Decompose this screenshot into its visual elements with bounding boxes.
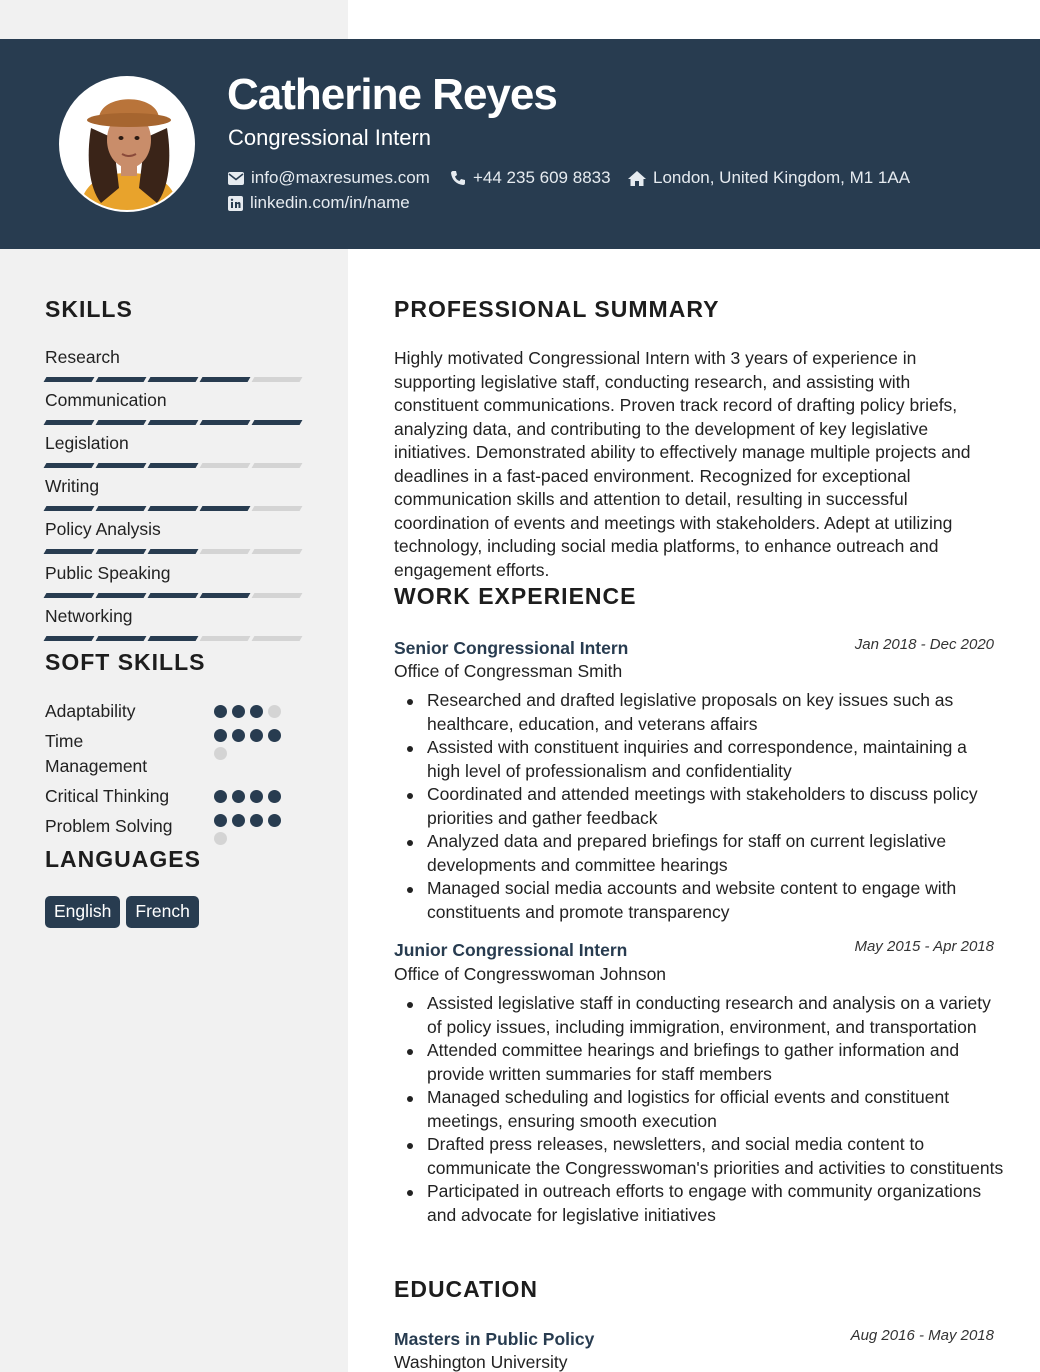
skill-level-segment — [96, 463, 147, 468]
job-bullets — [394, 992, 1004, 1227]
soft-skill-rating — [214, 729, 290, 760]
rating-dot — [232, 705, 245, 718]
home-icon — [628, 171, 646, 186]
skill-level-segment — [148, 549, 199, 554]
job-dates: May 2015 - Apr 2018 — [854, 938, 994, 955]
skill-level-segment — [44, 377, 95, 382]
skill-level-bar — [45, 549, 301, 554]
skill-label: Research — [45, 347, 120, 367]
skill-level-bar — [45, 420, 301, 425]
soft-skill-rating — [214, 814, 290, 845]
soft-skill-label: Critical Thinking — [45, 786, 170, 806]
education-dates: Aug 2016 - May 2018 — [850, 1327, 994, 1344]
list-item: Managed social media accounts and website content to engage with constituents and promote transparency — [394, 877, 1004, 924]
skill-level-segment — [252, 377, 303, 382]
skill-level-segment — [200, 463, 251, 468]
skill-level-segment — [44, 463, 95, 468]
rating-dot — [214, 790, 227, 803]
candidate-name: Catherine Reyes — [227, 70, 557, 119]
list-item: Managed scheduling and logistics for official events and constituent meetings, ensuring smooth execution — [394, 1086, 1004, 1133]
list-item: Participated in outreach efforts to engage with community organizations and advocate for legislative initiatives — [394, 1180, 1004, 1227]
skill-level-segment — [96, 506, 147, 511]
list-item: Coordinated and attended meetings with stakeholders to discuss policy priorities and gather feedback — [394, 783, 1004, 830]
list-item: Drafted press releases, newsletters, and social media content to communicate the Congresswoman's priorities and activities to constituents — [394, 1133, 1004, 1180]
job-organization: Office of Congressman Smith — [394, 661, 623, 681]
education-school: Washington University — [394, 1352, 568, 1372]
skill-level-segment — [252, 506, 303, 511]
skill-level-segment — [96, 377, 147, 382]
candidate-role: Congressional Intern — [228, 125, 432, 150]
job-organization: Office of Congresswoman Johnson — [394, 964, 667, 984]
skill-label: Public Speaking — [45, 563, 171, 583]
skill-level-segment — [252, 593, 303, 598]
languages-heading: LANGUAGES — [45, 846, 201, 872]
skill-level-segment — [148, 506, 199, 511]
soft-skill-label: Time Management — [45, 731, 148, 776]
skill-level-segment — [200, 636, 251, 641]
skill-level-segment — [148, 463, 199, 468]
skill-level-segment — [252, 420, 303, 425]
language-badge: French — [126, 896, 198, 928]
linkedin-text: linkedin.com/in/name — [250, 193, 410, 212]
list-item: Assisted legislative staff in conducting research and analysis on a variety of policy issues, including immigration, environment, and transportation — [394, 992, 1004, 1039]
list-item: Attended committee hearings and briefings to gather information and provide written summaries for staff members — [394, 1039, 1004, 1086]
rating-dot — [268, 705, 281, 718]
contact-email[interactable] — [228, 168, 430, 188]
contact-phone[interactable] — [450, 168, 611, 188]
phone-icon — [450, 170, 466, 186]
list-item: Analyzed data and prepared briefings for staff on current legislative developments and committee hearings — [394, 830, 1004, 877]
job-dates: Jan 2018 - Dec 2020 — [854, 636, 994, 653]
soft-skill-label: Adaptability — [45, 701, 136, 721]
soft-skill-rating — [214, 790, 290, 803]
skill-level-bar — [45, 463, 301, 468]
rating-dot — [232, 790, 245, 803]
skill-level-segment — [96, 636, 147, 641]
skill-level-segment — [96, 549, 147, 554]
skill-level-bar — [45, 593, 301, 598]
contact-address — [628, 168, 910, 188]
summary-text: Highly motivated Congressional Intern with 3 years of experience in supporting legislative staff, conducting research, and assisting with constituent communications. Proven track record of drafting policy briefs, analyzing data, and contributing to the development of key legislative initiatives. Demonstrated ability to effectively manage multiple projects and deadlines in a fast-paced environment. Recognized for exceptional communication skills and attention to detail, resulting in successful coordination of events and meetings with stakeholders. Adept at utilizing technology, including social media platforms, to enhance outreach and engagement efforts. — [394, 348, 971, 580]
skills-heading: SKILLS — [45, 296, 133, 322]
skill-level-segment — [44, 593, 95, 598]
skill-level-segment — [200, 377, 251, 382]
skill-level-segment — [148, 377, 199, 382]
skill-level-segment — [44, 549, 95, 554]
education-degree: Masters in Public Policy — [394, 1329, 595, 1349]
rating-dot — [232, 814, 245, 827]
rating-dot — [268, 790, 281, 803]
rating-dot — [214, 705, 227, 718]
skill-level-segment — [44, 506, 95, 511]
address-text: London, United Kingdom, M1 1AA — [653, 168, 911, 187]
skill-label: Communication — [45, 390, 167, 410]
rating-dot — [214, 747, 227, 760]
skill-level-segment — [148, 593, 199, 598]
rating-dot — [250, 729, 263, 742]
skill-level-bar — [45, 377, 301, 382]
education-heading: EDUCATION — [394, 1276, 539, 1302]
skill-level-segment — [96, 420, 147, 425]
skill-label: Networking — [45, 606, 133, 626]
skill-level-segment — [96, 593, 147, 598]
language-badge: English — [45, 896, 120, 928]
contact-linkedin[interactable] — [228, 193, 410, 213]
experience-heading: WORK EXPERIENCE — [394, 583, 637, 609]
list-item: Researched and drafted legislative proposals on key issues such as healthcare, education, and veterans affairs — [394, 689, 1004, 736]
skill-level-bar — [45, 636, 301, 641]
soft-skill-rating — [214, 705, 290, 718]
skill-level-segment — [200, 506, 251, 511]
rating-dot — [250, 705, 263, 718]
soft-skills-heading: SOFT SKILLS — [45, 649, 206, 675]
skill-label: Policy Analysis — [45, 519, 161, 539]
list-item: Assisted with constituent inquiries and correspondence, maintaining a high level of professionalism and confidentiality — [394, 736, 1004, 783]
soft-skill-label: Problem Solving — [45, 816, 173, 836]
email-text: info@maxresumes.com — [251, 168, 430, 187]
languages-list — [45, 896, 199, 928]
rating-dot — [214, 832, 227, 845]
rating-dot — [268, 814, 281, 827]
rating-dot — [214, 814, 227, 827]
job-bullets — [394, 689, 1004, 924]
skill-level-segment — [148, 636, 199, 641]
skill-level-segment — [44, 420, 95, 425]
skill-level-segment — [252, 549, 303, 554]
skill-level-segment — [252, 463, 303, 468]
envelope-icon — [228, 172, 244, 185]
skill-level-segment — [148, 420, 199, 425]
skill-label: Legislation — [45, 433, 129, 453]
skill-label: Writing — [45, 476, 100, 496]
skill-level-segment — [200, 420, 251, 425]
rating-dot — [214, 729, 227, 742]
phone-text: +44 235 609 8833 — [473, 168, 611, 187]
linkedin-icon — [228, 196, 243, 211]
rating-dot — [268, 729, 281, 742]
skill-level-segment — [252, 636, 303, 641]
skill-level-segment — [200, 549, 251, 554]
skill-level-segment — [44, 636, 95, 641]
job-title: Junior Congressional Intern — [394, 940, 628, 960]
profile-photo — [59, 76, 195, 212]
rating-dot — [250, 790, 263, 803]
rating-dot — [250, 814, 263, 827]
rating-dot — [232, 729, 245, 742]
job-title: Senior Congressional Intern — [394, 638, 629, 658]
summary-heading: PROFESSIONAL SUMMARY — [394, 296, 720, 322]
skill-level-segment — [200, 593, 251, 598]
skill-level-bar — [45, 506, 301, 511]
